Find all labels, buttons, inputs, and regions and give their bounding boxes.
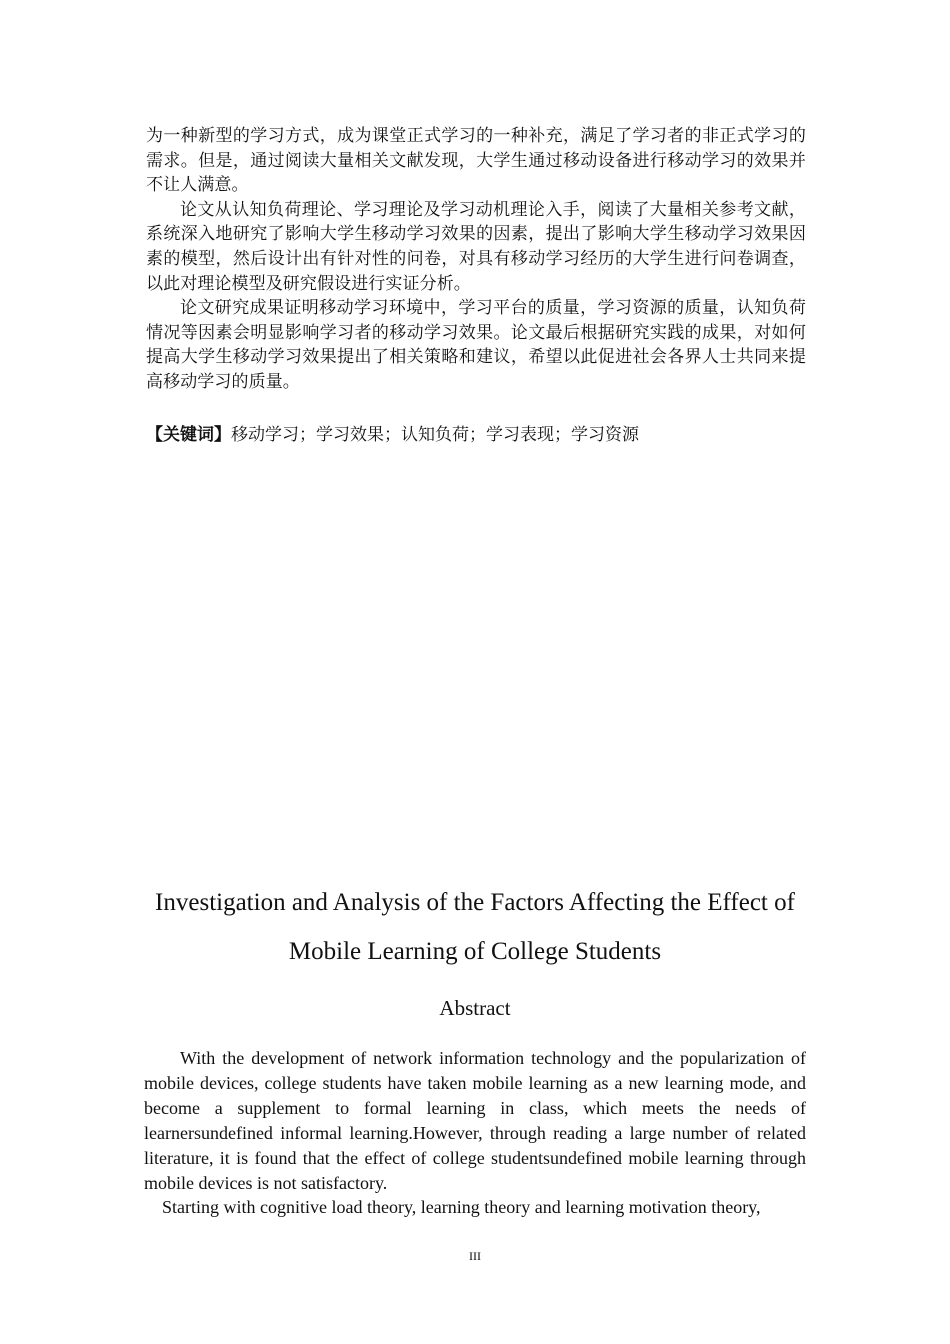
chinese-keywords — [146, 423, 806, 447]
chinese-paragraph: 为一种新型的学习方式，成为课堂正式学习的一种补充，满足了学习者的非正式学习的需求。但是，通过阅读大量相关文献发现，大学生通过移动设备进行移动学习的效果并不让人满意。 — [146, 126, 806, 196]
english-paragraph: Starting with cognitive load theory, learning theory and learning motivation theory, — [162, 1197, 761, 1218]
english-title-line: Mobile Learning of College Students — [288, 938, 662, 965]
english-paragraph: With the development of network information technology and the popularization of mobile devices, college students have taken mobile learning as a new learning mode, and become a supplement to formal learning in class, which meets the needs of learnersundefined informal learning.However, through reading a large number of related literature, it is found that the effect of college studentsundefined mobile learning through mobile devices is not satisfactory. — [144, 1048, 806, 1193]
chinese-paragraph: 论文研究成果证明移动学习环境中，学习平台的质量，学习资源的质量，认知负荷情况等因素会明显影响学习者的移动学习效果。论文最后根据研究实践的成果，对如何提高大学生移动学习效果提出了相关策略和建议，希望以此促进社会各界人士共同来提高移动学习的质量。 — [146, 298, 806, 392]
english-title-line: Investigation and Analysis of the Factors Affecting the Effect of — [155, 889, 795, 916]
english-abstract-body — [144, 1046, 806, 1220]
chinese-paragraph: 论文从认知负荷理论、学习理论及学习动机理论入手，阅读了大量相关参考文献，系统深入地研究了影响大学生移动学习效果的因素，提出了影响大学生移动学习效果因素的模型，然后设计出有针对性的问卷，对具有移动学习经历的大学生进行问卷调查，以此对理论模型及研究假设进行实证分析。 — [146, 199, 806, 294]
chinese-abstract — [146, 124, 806, 395]
keywords-text: 移动学习；学习效果；认知负荷；学习表现；学习资源 — [231, 425, 639, 445]
abstract-heading: Abstract — [439, 996, 511, 1020]
keywords-label: 【关键词】 — [146, 425, 231, 445]
page-number: III — [469, 1249, 481, 1263]
english-title — [100, 878, 850, 976]
